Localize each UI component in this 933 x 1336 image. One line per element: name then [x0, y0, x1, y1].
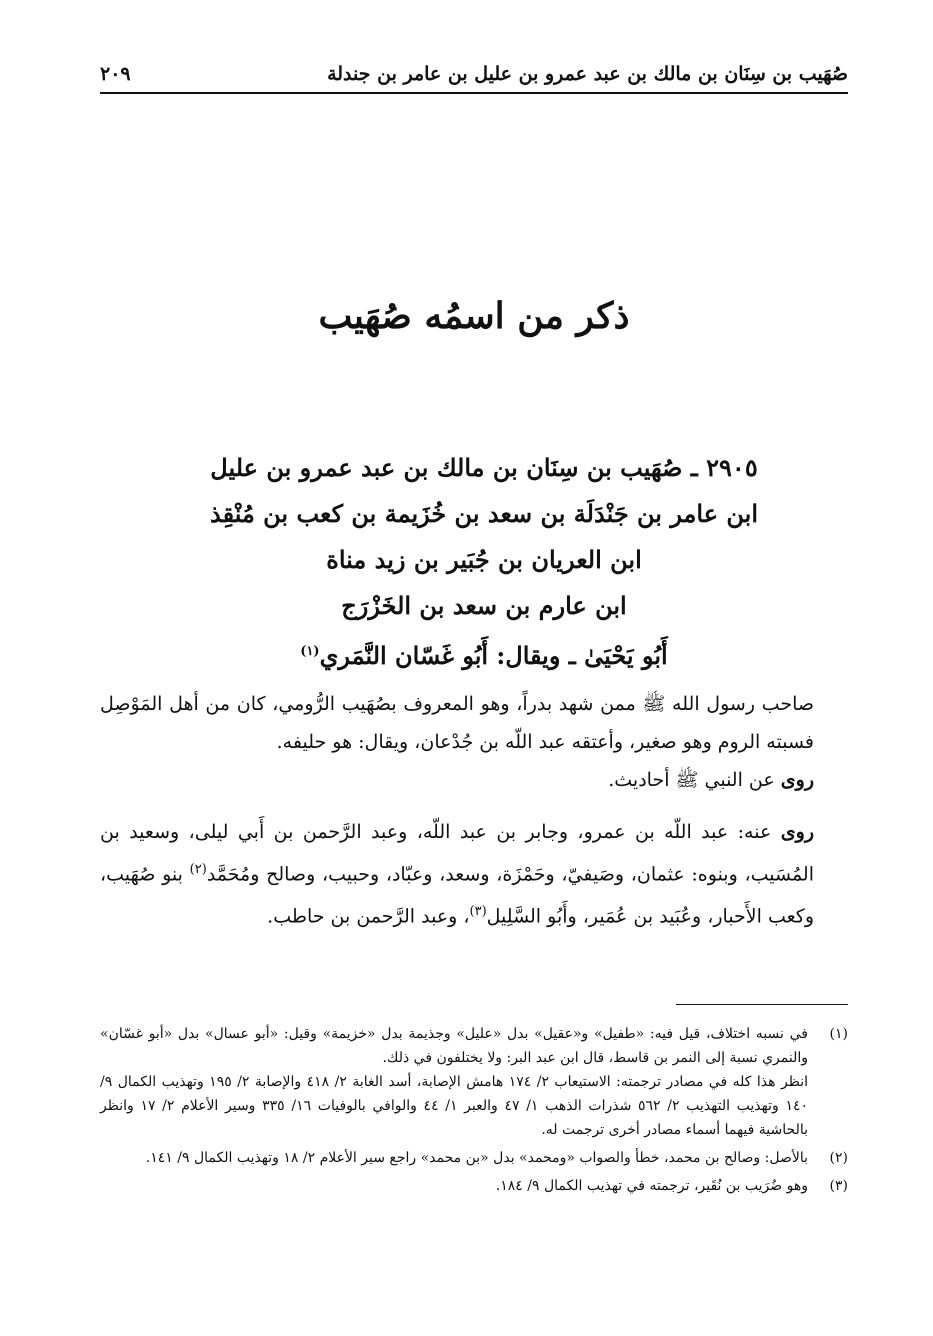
running-title: صُهَيب بن سِنَان بن مالك بن عبد عمرو بن عليل بن عامر بن جندلة: [327, 63, 848, 85]
entry-line-3: ابن العريان بن جُبَير بن زيد مناة: [326, 545, 642, 574]
footnote-text: في نسبه اختلاف، قيل فيه: «طفيل» و«عقيل» بدل «عليل» وجذيمة بدل «خزيمة» وقيل: «أبو عسال» بدل «أبو غسّان» والنمري نسبة إلى النمر بن قاسط، قال ابن عبد البر: ولا يختلفون في ذلك.: [100, 1026, 808, 1066]
footnote-body: [100, 1174, 808, 1198]
narrators-text-a: عنه: عبد اللّه بن عمرو، وجابر بن عبد اللّه، وعبد الرَّحمن بن أَبي ليلى، وسعيد بن المُسَيب، وبنوه: عثمان، وصَيفيّ، وحَمْزَة، وسعد، وعبّاد، وحبيب، وصالح ومُحَمَّد: [100, 821, 814, 886]
entry-line-2: ابن عامر بن جَنْدَلَة بن سعد بن خُزَيمة بن كعب بن مُنْقِذ: [209, 499, 759, 528]
page-number: ٢٠٩: [100, 63, 131, 85]
paragraph-biography: صاحب رسول الله ﷺ ممن شهد بدراً، وهو المعروف بصُهَيب الرُّومي، كان من أهل المَوْصِل فسبته الروم وهو صغير، وأعتقه عبد اللّه بن جُدْعان، ويقال: هو حليفه.: [100, 693, 814, 753]
footnote-ref-3: (٣): [469, 904, 487, 920]
footnote-1: [100, 1022, 848, 1142]
footnote-ref-2: (٢): [189, 862, 207, 877]
entry-line-1: ٢٩٠٥ ـ صُهَيب بن سِنَان بن مالك بن عبد عمرو بن عليل: [210, 453, 758, 482]
footnote-body: [100, 1146, 808, 1170]
paragraph-narrators: [100, 813, 848, 936]
section-title: ذكر من اسمُه صُهَيب: [318, 295, 630, 337]
narrated-from-text: عن النبي ﷺ أحاديث.: [608, 769, 781, 791]
footnote-text: بالأصل: وصالح بن محمد، خطأ والصواب «ومحمد» بدل «بن محمد» راجع سير الأعلام ٢/ ١٨ وتهذيب الكمال ٩/ ١٤١.: [145, 1150, 808, 1166]
narrators-text-b: بنو صُهَيب، وكعب الأَحبار، وعُبَيد بن عُمَير، وأَبُو السَّلِيل: [100, 863, 814, 928]
footnote-text: انظر هذا كله في مصادر ترجمته: الاستيعاب ٢/ ١٧٤ هامش الإصابة، أسد الغابة ٢/ ٤١٨ والإصابة ٢/ ١٩٥ وتهذيب الكمال ٩/ ١٤٠ وتهذيب التهذيب ٢/ ٥٦٢ شذرات الذهب ١/ ٤٧ والعبر ١/ ٤٤ والوافي بالوفيات ١٦/ ٣٣٥ وسير الأعلام ٢/ ١٧ وانظر بالحاشية فيهما أسماء مصادر أخرى ترجمت له.: [100, 1074, 808, 1138]
footnote-text: وهو ضُرَيب بن نُقَير، ترجمته في تهذيب الكمال ٩/ ١٨٤.: [495, 1178, 808, 1194]
label-rawa-anhu: روى: [780, 821, 814, 843]
footnote-number: (٢): [829, 1150, 848, 1166]
footnote-body: [100, 1022, 808, 1142]
footnote-2: [100, 1146, 848, 1170]
entry-heading: [120, 445, 848, 679]
paragraph-narrated-from: [100, 761, 848, 799]
label-rawa: روى: [780, 769, 814, 791]
footnote-rule: [676, 1004, 848, 1005]
footnote-number: (٣): [829, 1178, 848, 1194]
paragraph-gap: [100, 799, 848, 813]
entry-line-4: ابن عارم بن سعد بن الخَزْرَج: [341, 591, 627, 620]
footnotes: [100, 1022, 848, 1202]
footnote-ref-1: (١): [300, 644, 320, 659]
footnote-number: (١): [829, 1026, 848, 1042]
footnote-3: [100, 1174, 848, 1198]
narrators-text-c: ، وعبد الرَّحمن بن حاطب.: [267, 905, 470, 928]
running-header: [100, 58, 848, 90]
body-text: [100, 685, 848, 936]
kunya-text: أَبُو يَحْيَىٰ ـ ويقال: أَبُو غَسّان النَّمَري: [319, 641, 668, 670]
header-rule: [100, 92, 848, 94]
entry-kunya-line: [120, 629, 848, 679]
